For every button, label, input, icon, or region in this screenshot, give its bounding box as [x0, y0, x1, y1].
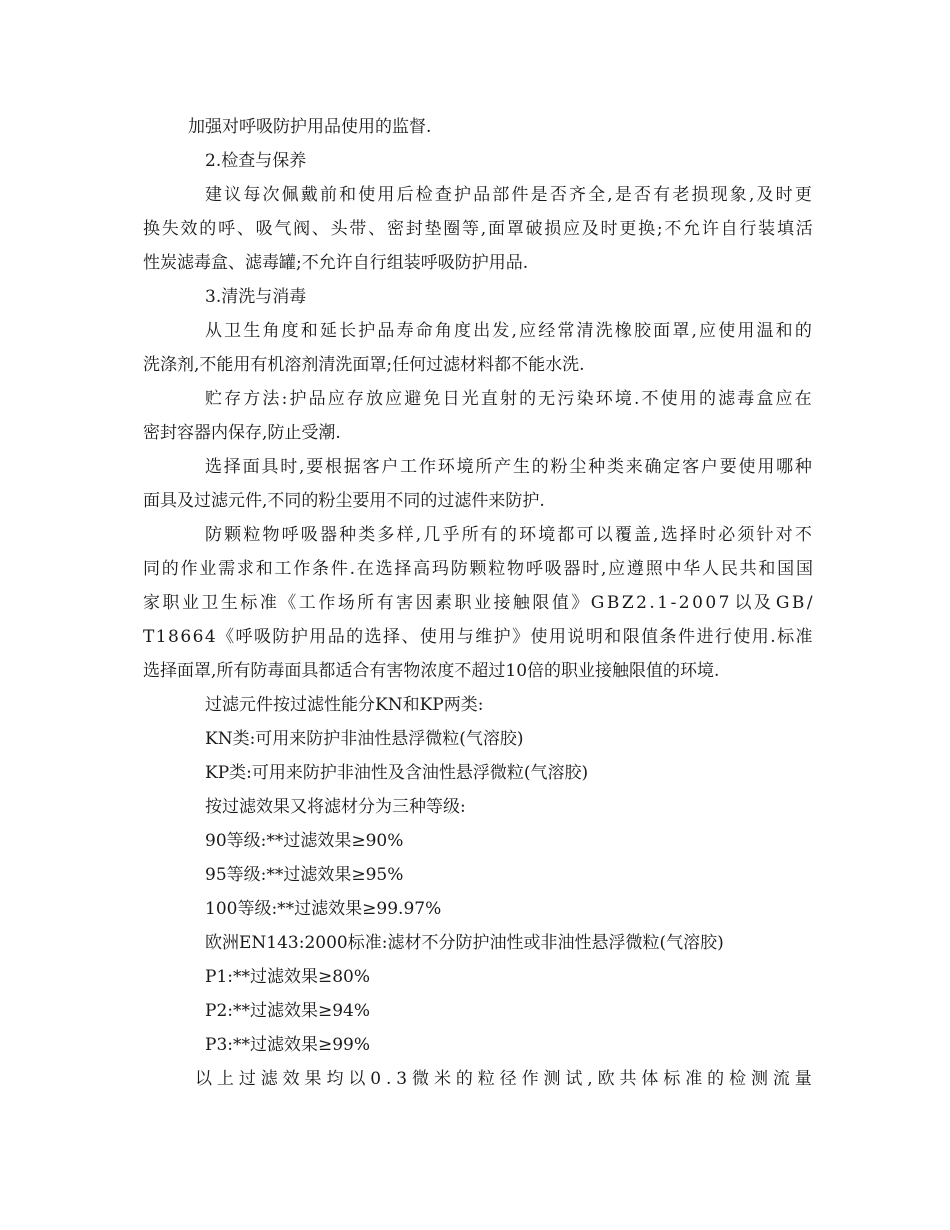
- text-line: 建 议 每 次 佩 戴 前 和 使 用 后 检 查 护 品 部 件 是 否 齐 全 , 是 否 有 老 损 现 象 , 及 时 更: [205, 185, 812, 205]
- list-item: 95等级:**过滤效果≥95%: [205, 865, 404, 885]
- text-line: 欧洲EN143:2000标准:滤材不分防护油性或非油性悬浮微粒(气溶胶): [205, 933, 724, 953]
- text-line: 以 上 过 滤 效 果 均 以 0 . 3 微 米 的 粒 径 作 测 试 , 欧 共 体 标 准 的 检 测 流 量: [195, 1069, 812, 1089]
- list-item: 90等级:**过滤效果≥90%: [205, 831, 404, 851]
- text-line: 从 卫 生 角 度 和 延 长 护 品 寿 命 角 度 出 发 , 应 经 常 清 洗 橡 胶 面 罩 , 应 使 用 温 和 的: [205, 321, 812, 341]
- text-line: 过滤元件按过滤性能分KN和KP两类:: [205, 695, 484, 715]
- text-line: 性炭滤毒盒、滤毒罐;不允许自行组装呼吸防护用品.: [143, 253, 529, 273]
- text-line: 选择面罩,所有防毒面具都适合有害物浓度不超过10倍的职业接触限值的环境.: [143, 661, 720, 681]
- text-line: 洗涤剂,不能用有机溶剂清洗面罩;任何过滤材料都不能水洗.: [143, 355, 585, 375]
- section-heading: 2.检查与保养: [205, 151, 307, 171]
- text-line: 选 择 面 具 时 , 要 根 据 客 户 工 作 环 境 所 产 生 的 粉 尘 种 类 来 确 定 客 户 要 使 用 哪 种: [205, 457, 812, 477]
- text-line: 防 颗 粒 物 呼 吸 器 种 类 多 样 , 几 乎 所 有 的 环 境 都 可 以 覆 盖 , 选 择 时 必 须 针 对 不: [205, 525, 812, 545]
- text-line: T 1 8 6 6 4 《 呼 吸 防 护 用 品 的 选 择 、 使 用 与 维 护 》 使 用 说 明 和 限 值 条 件 进 行 使 用 . 标 准: [143, 627, 813, 647]
- text-line: 面具及过滤元件,不同的粉尘要用不同的过滤件来防护.: [143, 491, 545, 511]
- list-item: P1:**过滤效果≥80%: [205, 967, 371, 987]
- text-line: 换 失 效 的 呼 、 吸 气 阀 、 头 带 、 密 封 垫 圈 等 , 面 罩 破 损 应 及 时 更 换 ; 不 允 许 自 行 装 填 活: [143, 219, 813, 239]
- list-item: 100等级:**过滤效果≥99.97%: [205, 899, 442, 919]
- section-heading: 3.清洗与消毒: [205, 287, 307, 307]
- text-line: 加强对呼吸防护用品使用的监督.: [188, 117, 432, 137]
- text-line: 同 的 作 业 需 求 和 工 作 条 件 . 在 选 择 高 玛 防 颗 粒 物 呼 吸 器 时 , 应 遵 照 中 华 人 民 共 和 国 国: [143, 559, 813, 579]
- text-line: 密封容器内保存,防止受潮.: [143, 423, 341, 443]
- list-item: P2:**过滤效果≥94%: [205, 1001, 371, 1021]
- list-item: KP类:可用来防护非油性及含油性悬浮微粒(气溶胶): [205, 763, 589, 783]
- list-item: KN类:可用来防护非油性悬浮微粒(气溶胶): [205, 729, 524, 749]
- text-line: 贮 存 方 法 : 护 品 应 存 放 应 避 免 日 光 直 射 的 无 污 染 环 境 . 不 使 用 的 滤 毒 盒 应 在: [205, 389, 812, 409]
- list-item: P3:**过滤效果≥99%: [205, 1035, 371, 1055]
- text-line: 家 职 业 卫 生 标 准 《 工 作 场 所 有 害 因 素 职 业 接 触 限 值 》 G B Z 2 . 1 - 2 0 0 7 以 及 G B /: [143, 593, 813, 613]
- text-line: 按过滤效果又将滤材分为三种等级:: [205, 797, 466, 817]
